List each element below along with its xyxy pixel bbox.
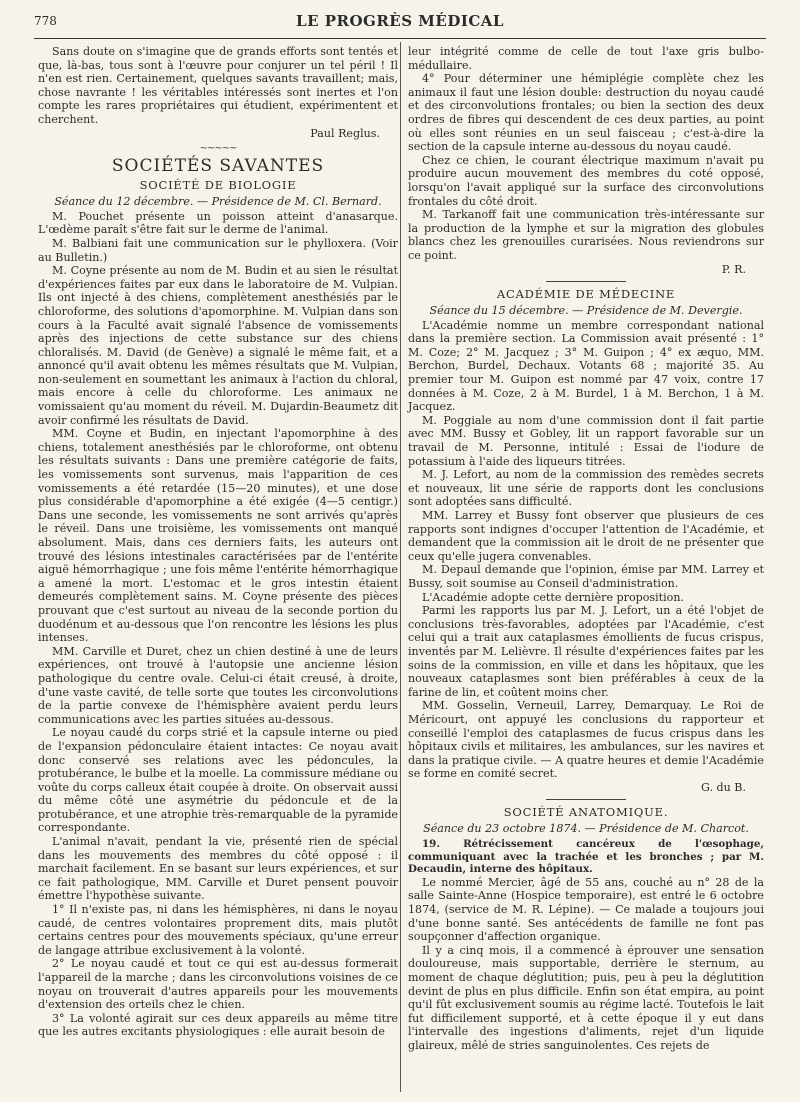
- paragraph: 2° Le noyau caudé et tout ce qui est au-dessus formerait l'appareil de la marche ; dans les circonvolutions voisines de ce noyau on trouverait d'autres appareils pour les mouvements d'extension des orteils chez le chien.: [38, 957, 398, 1012]
- separator-rule: [546, 799, 626, 800]
- paragraph: MM. Carville et Duret, chez un chien destiné à une de leurs expériences, ont trouvé à l'autopsie une ancienne lésion pathologique du centre ovale. Celui-ci était creusé, à droite, d'une vaste cavité, de telle sorte que toutes les circonvolutions de la partie convexe de l'hémisphère avaient perdu leurs communications avec les parties situées au-dessous.: [38, 644, 398, 726]
- paragraph: L'animal n'avait, pendant la vie, présenté rien de spécial dans les mouvements des membres du côté opposé : il marchait facilement. En se basant sur leurs expériences, et sur ce fait pathologique, MM. Carville et Duret pensent pouvoir émettre l'hypothèse suivante.: [38, 835, 398, 903]
- section-title: SOCIÉTÉS SAVANTES: [111, 156, 325, 177]
- paragraph: Chez ce chien, le courant électrique maximum n'avait pu produire aucun mouvement des membres du coté opposé, lorsqu'on l'avait appliqué sur la surface des circonvolutions frontales du côté droit.: [408, 153, 764, 208]
- paragraph: MM. Larrey et Bussy font observer que plusieurs de ces rapports sont indignes d'occuper l'attention de l'Académie, et demandent que la commission ait le droit de ne présenter que ceux qu'elle jugera convenables.: [408, 509, 764, 563]
- case-title: 19. Rétrécissement cancéreux de l'œsophage, communiquant avec la trachée et les bronches ; par M. Decaudin, interne des hôpitaux.: [408, 838, 764, 876]
- column-divider: [400, 42, 401, 1092]
- paragraph: M. J. Lefort, au nom de la commission des remèdes secrets et nouveaux, lit une série de rapports dont les conclusions sont adoptées sans difficulté.: [408, 468, 764, 509]
- paragraph: M. Coyne présente au nom de M. Budin et au sien le résultat d'expériences faites par eux dans le laboratoire de M. Vulpian. Ils ont injecté à des chiens, complètement anesthésiés par le chloroforme, des solutions d'apomorphine. M. Vulpian dans son cours à la Faculté avait signalé l'absence de vomissements après des injections de cette substance sur des chiens chloralisés. M. David (de Genève) a signalé le même fait, et a annoncé qu'il avait obtenu les mêmes résultats que M. Vulpian, non-seulement en soumettant les animaux à l'action du chloral, mais encore à celle du chloroforme. Les animaux ne vomissaient qu'au moment du réveil. M. Dujardin-Beaumetz dit avoir confirmé les résultats de David.: [38, 264, 398, 427]
- paragraph: M. Tarkanoff fait une communication très-intéressante sur la production de la lymphe et sur la migration des globules blancs chez les grenouilles curarisées. Nous reviendrons sur ce point.: [408, 208, 764, 262]
- paragraph: L'Académie nomme un membre correspondant national dans la première section. La Commission avait présenté : 1° M. Coze; 2° M. Jacquez ; 3° M. Guipon ; 4° ex æquo, MM. Berchon, Burdel, Dechaux. Votants 68 ; majorité 35. Au premier tour M. Guipon est nommé par 47 voix, contre 17 données à M. Coze, 2 à M. Burdel, 1 à M. Berchon, 1 à M. Jacquez.: [408, 318, 764, 414]
- signature: P. R.: [721, 262, 746, 276]
- left-column: [38, 45, 398, 1039]
- intro-signature: Paul Reglus.: [310, 126, 380, 140]
- paragraph: 4° Pour déterminer une hémiplégie complète chez les animaux il faut une lésion double: destruction du noyau caudé et des circonvolutions frontales; ou bien la section des deux ordres de fibres qui descendent de ces deux parties, au point où elles sont réunies en un seul faisceau ; c'est-à-dire la section de la capsule interne au-dessous du noyau caudé.: [408, 72, 764, 154]
- academy-seance-line: Séance du 15 décembre. — Présidence de M. Devergie.: [429, 304, 743, 318]
- paragraph: M. Depaul demande que l'opinion, émise par MM. Larrey et Bussy, soit soumise au Conseil d'administration.: [408, 563, 764, 590]
- running-title: LE PROGRÈS MÉDICAL: [296, 12, 504, 30]
- paragraph: 3° La volonté agirait sur ces deux appareils au même titre que les autres excitants physiologiques : elle aurait besoin de: [38, 1011, 398, 1039]
- paragraph: Il y a cinq mois, il a commencé à éprouver une sensation douloureuse, mais supportable, derrière le sternum, au moment de chaque déglutition; puis, peu à peu la déglutition devint de plus en plus difficile. Enfin son état empira, au point qu'il fût exclusivement soumis au régime lacté. Toutefois le lait fut difficilement supporté, et à cette époque il y eut dans l'intervalle des ingestions d'aliments, rejet d'un liquide glaireux, mêlé de stries sanguinolentes. Ces rejets de: [408, 943, 764, 1052]
- paragraph: 1° Il n'existe pas, ni dans les hémisphères, ni dans le noyau caudé, de centres volontaires proprement dits, mais plutôt certains centres pour des mouvements spéciaux, qu'une erreur de langage attribue exclusivement à la volonté.: [38, 903, 398, 957]
- intro-paragraph: Sans doute on s'imagine que de grands efforts sont tentés et que, là-bas, tous sont à l'œuvre pour conjurer un tel péril ! Il n'en est rien. Certainement, quelques savants travaillent; mais, chose navrante ! les véritables intéressés sont inertes et l'on compte les rares propriétaires qui étudient, expérimentent et cherchent.: [38, 45, 398, 126]
- paragraph: MM. Coyne et Budin, en injectant l'apomorphine à des chiens, totalement anesthésiés par le chloroforme, ont obtenu les résultats suivants : Dans une première catégorie de faits, les vomissements sont survenus, mais l'apparition de ces vomissements a été retardée (15—20 minutes), et une dose plus considérable d'apomorphine a été exigée (4—5 centigr.) Dans une seconde, les vomissements ne sont arrivés qu'après le réveil. Dans une troisième, les vomissements ont manqué absolument. Mais, dans ces derniers faits, les auteurs ont trouvé des lésions intestinales caractérisées par de l'entérite aiguë hémorrhagique ; une fois même l'entérite hémorrhagique a amené la mort. L'estomac et le gros intestin étaient demeurés complètement sains. M. Coyne présente des pièces prouvant que c'est surtout au niveau de la seconde portion du duodénum et au-dessous que l'on rencontre les lésions les plus intenses.: [38, 427, 398, 645]
- paragraph: M. Poggiale au nom d'une commission dont il fait partie avec MM. Bussy et Gobley, lit un rapport favorable sur un travail de M. Personne, intitulé : Essai de l'iodure de potassium à l'aide des liqueurs titrées.: [408, 413, 764, 468]
- signature: G. du B.: [701, 780, 746, 794]
- page-header: [34, 12, 766, 34]
- paragraph: M. Balbiani fait une communication sur le phylloxera. (Voir au Bulletin.): [38, 236, 398, 264]
- paragraph: Le noyau caudé du corps strié et la capsule interne ou pied de l'expansion pédonculaire étaient intactes: Ce noyau avait donc conservé ses relations avec les pédoncules, la protubérance, le bulbe et la moelle. La commissure médiane ou voûte du corps calleux était coupée à droite. On observait aussi du même côté une asymétrie du pédoncule et de la protubérance, et une atrophie très-remarquable de la pyramide correspondante.: [38, 726, 398, 835]
- anatomy-title: SOCIÉTÉ ANATOMIQUE.: [503, 805, 669, 820]
- paragraph: M. Pouchet présente un poisson atteint d'anasarque. L'œdème paraît s'être fait sur le derme de l'animal.: [38, 209, 398, 237]
- ornament-rule: ~~~~~: [199, 143, 237, 155]
- paragraph: L'Académie adopte cette dernière proposition.: [422, 590, 684, 604]
- society-title: SOCIÉTÉ DE BIOLOGIE: [139, 178, 297, 193]
- anatomy-seance-line: Séance du 23 octobre 1874. — Présidence de M. Charcot.: [423, 822, 749, 836]
- paragraph: leur intégrité comme de celle de tout l'axe gris bulbo-médullaire.: [408, 45, 764, 72]
- page-number: 778: [34, 14, 57, 28]
- paragraph: Le nommé Mercier, âgé de 55 ans, couché au n° 28 de la salle Sainte-Anne (Hospice temporaire), est entré le 6 octobre 1874, (service de M. R. Lépine). — Ce malade a toujours joui d'une bonne santé. Ses antécédents de famille ne font pas soupçonner d'affection organique.: [408, 875, 764, 944]
- right-column: [408, 45, 764, 1053]
- paragraph: MM. Gosselin, Verneuil, Larrey, Demarquay. Le Roi de Méricourt, ont appuyé les conclusions du rapporteur et conseillé l'emploi des cataplasmes de fucus crispus dans les hôpitaux civils et militaires, les ambulances, sur les navires et dans la pratique civile. — A quatre heures et demie l'Académie se forme en comité secret.: [408, 699, 764, 781]
- academy-title: ACADÉMIE DE MÉDECINE: [496, 287, 676, 302]
- paragraph: Parmi les rapports lus par M. J. Lefort, un a été l'objet de conclusions très-favorables, adoptées par l'Académie, c'est celui qui a trait aux cataplasmes émollients de fucus crispus, inventés par M. Lelièvre. Il résulte d'expériences faites par les soins de la commission, en ville et dans les hôpitaux, que les nouveaux cataplasmes sont bien préférables à ceux de la farine de lin, et coûtent moins cher.: [408, 604, 764, 699]
- separator-rule: [546, 281, 626, 282]
- seance-line: Séance du 12 décembre. — Présidence de M. Cl. Bernard.: [54, 195, 382, 209]
- header-rule: [34, 38, 766, 39]
